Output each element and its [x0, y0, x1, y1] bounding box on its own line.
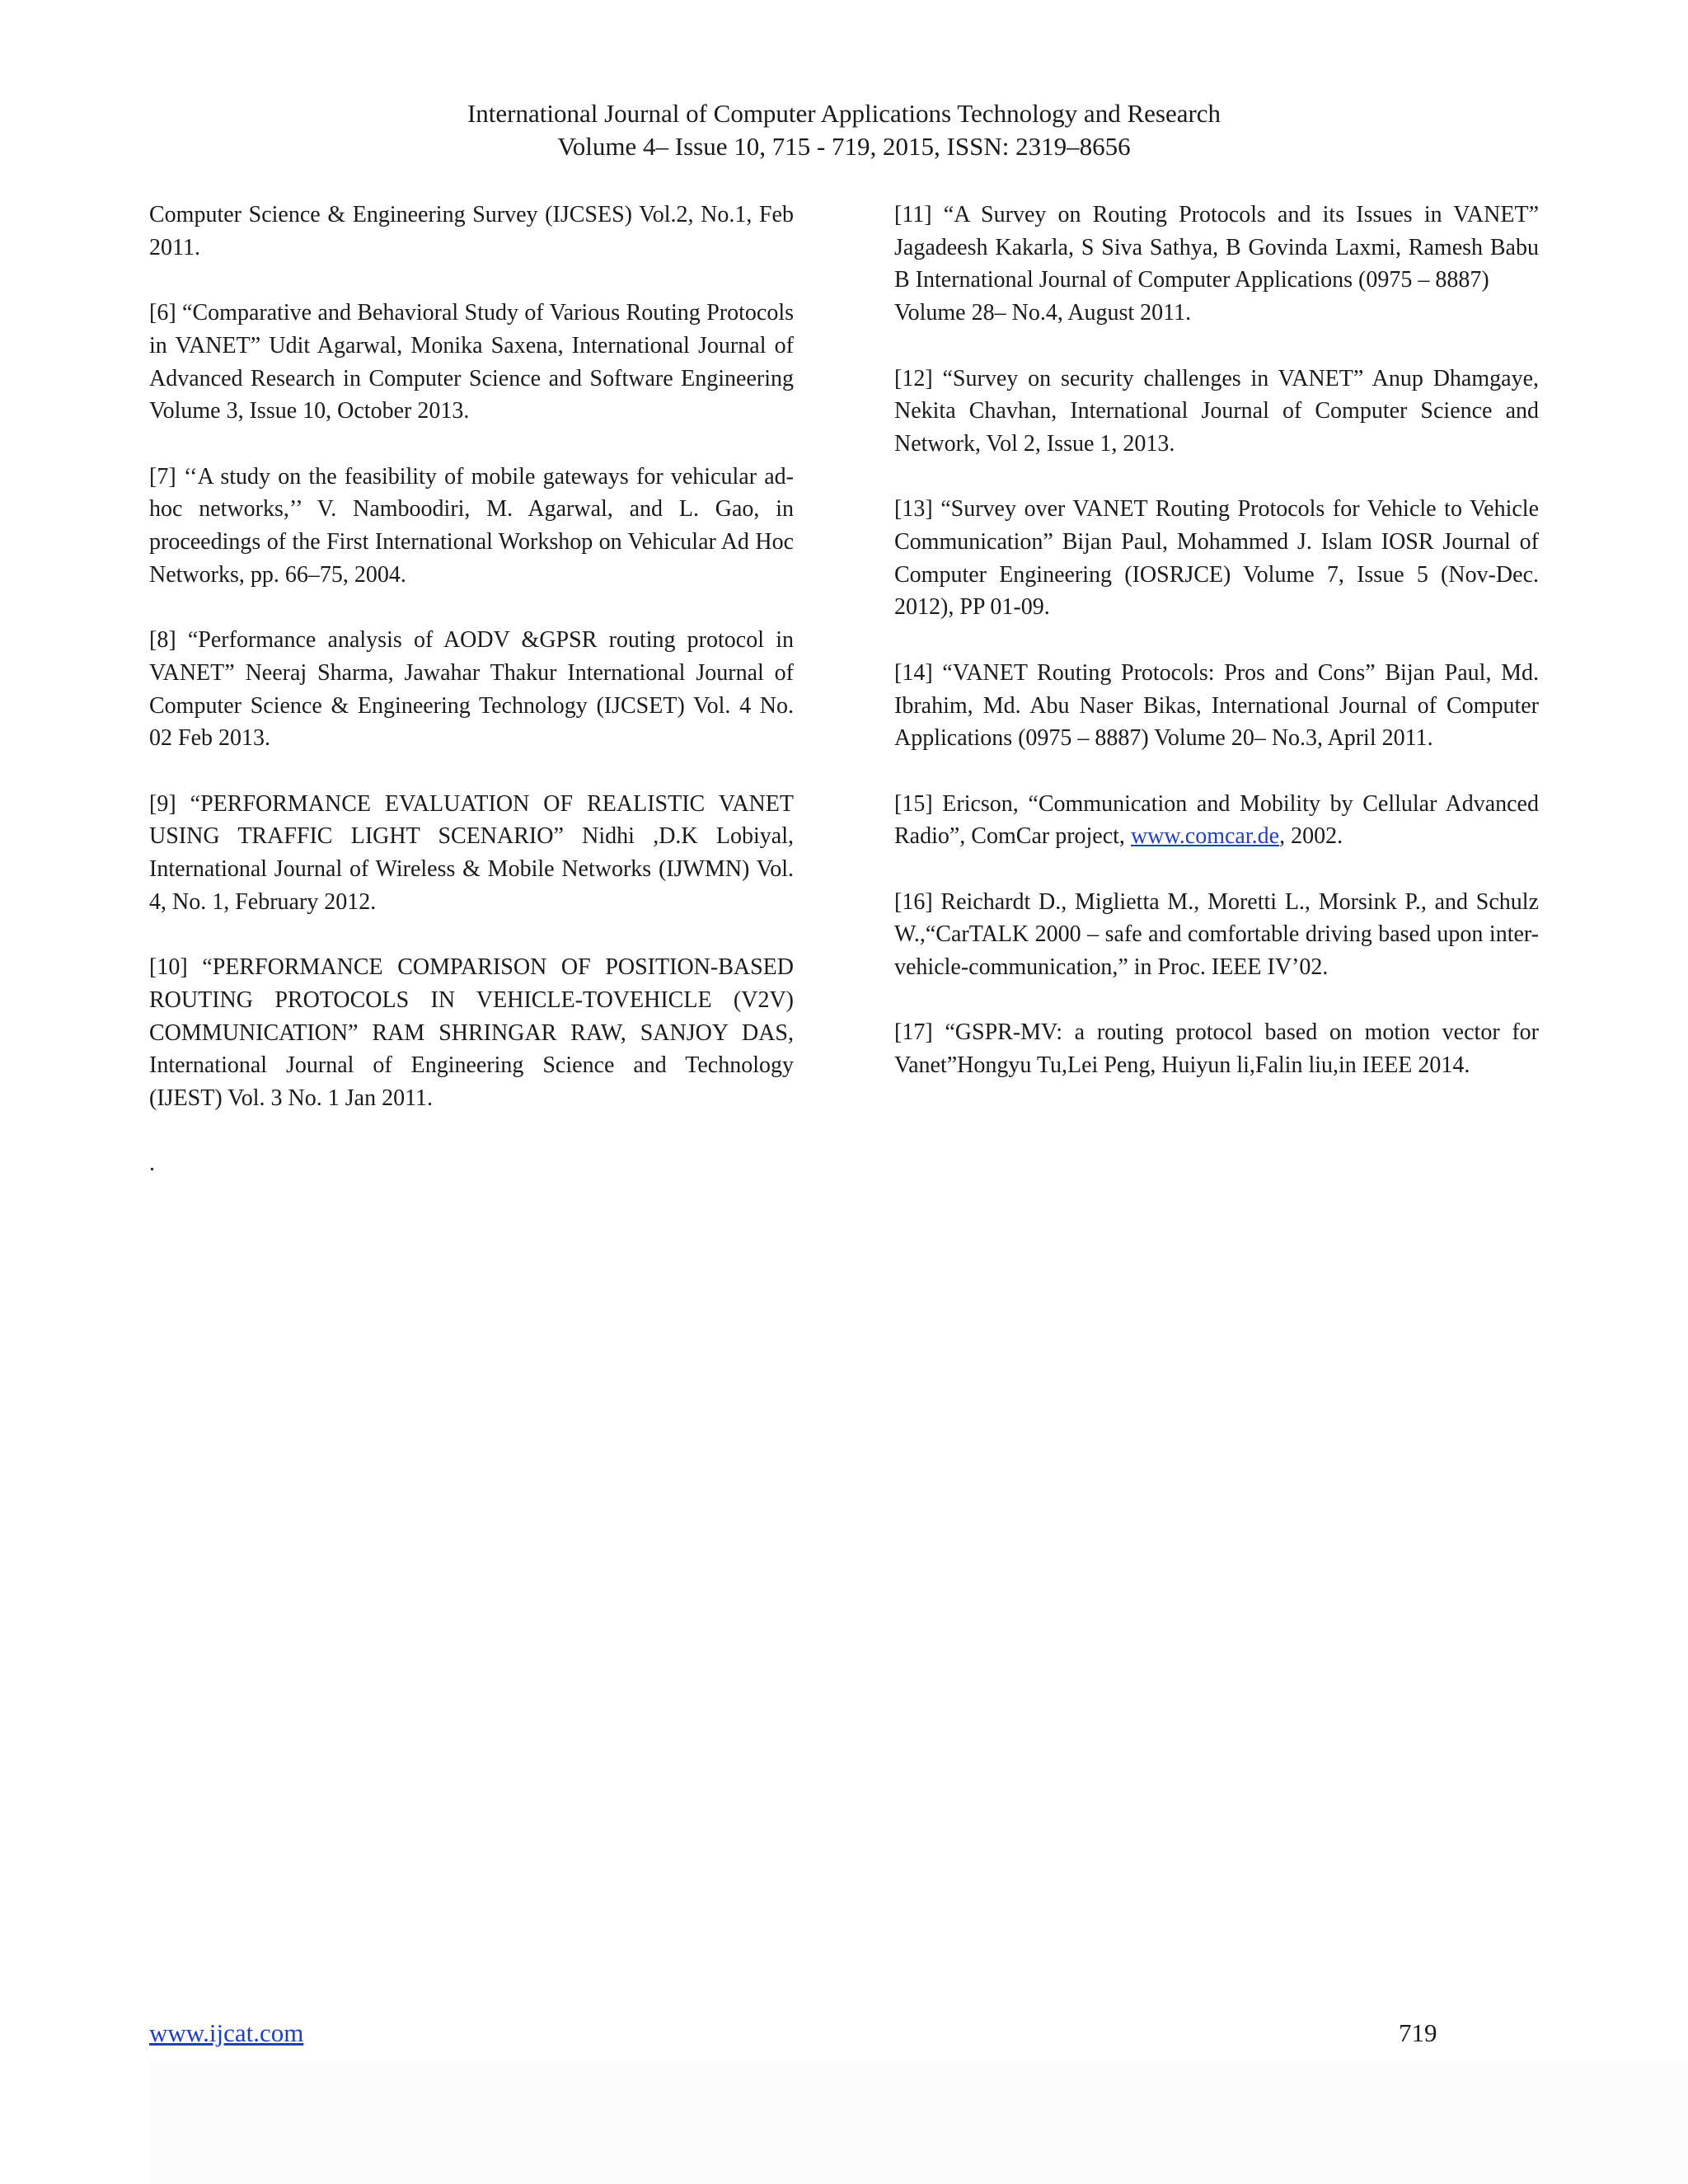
- reference-9: [9] “PERFORMANCE EVALUATION OF REALISTIC VANET USING TRAFFIC LIGHT SCENARIO” Nidhi ,D.K Lobiyal, International Journal of Wireless & Mobile Networks (IJWMN) Vol. 4, No. 1, February 2012.: [149, 790, 794, 915]
- reference-15-year: , 2002.: [1279, 823, 1343, 850]
- journal-volume-info: Volume 4– Issue 10, 715 - 719, 2015, ISSN: 2319–8656: [557, 132, 1131, 161]
- reference-17: [17] “GSPR-MV: a routing protocol based on motion vector for Vanet”Hongyu Tu,Lei Peng, Huiyun li,Falin liu,in IEEE 2014.: [894, 1019, 1539, 1079]
- reference-11-volume: Volume 28– No.4, August 2011.: [894, 300, 1192, 326]
- reference-7: [7] ‘‘A study on the feasibility of mobile gateways for vehicular ad-hoc networks,’’ V. Namboodiri, M. Agarwal, and L. Gao, in proceedings of the First International Workshop on Vehicular Ad Hoc Networks, pp. 66–75, 2004.: [149, 463, 794, 588]
- reference-continuation: Computer Science & Engineering Survey (IJCSES) Vol.2, No.1, Feb 2011.: [149, 202, 794, 260]
- reference-8: [8] “Performance analysis of AODV &GPSR routing protocol in VANET” Neeraj Sharma, Jawahar Thakur International Journal of Computer Science & Engineering Technology (IJCSET) Vol. 4 No. 02 Feb 2013.: [149, 627, 794, 752]
- reference-16: [16] Reichardt D., Miglietta M., Moretti L., Morsink P., and Schulz W.,“CarTALK 2000 – safe and comfortable driving based upon inter-vehicle-communication,” in Proc. IEEE IV’02.: [894, 888, 1539, 981]
- trailing-dot: .: [149, 1151, 155, 1177]
- left-column: [149, 199, 794, 1180]
- reference-14: [14] “VANET Routing Protocols: Pros and Cons” Bijan Paul, Md. Ibrahim, Md. Abu Naser Bikas, International Journal of Computer Applications (0975 – 8887) Volume 20– No.3, April 2011.: [894, 659, 1539, 752]
- reference-11-text: [11] “A Survey on Routing Protocols and its Issues in VANET” Jagadeesh Kakarla, S Siva Sathya, B Govinda Laxmi, Ramesh Babu B International Journal of Computer Applications (0975 – 8887): [894, 202, 1539, 293]
- journal-title: International Journal of Computer Applications Technology and Research: [467, 99, 1221, 128]
- page-number: 719: [1399, 2018, 1437, 2047]
- comcar-link[interactable]: www.comcar.de: [1130, 823, 1280, 850]
- footer-website-link[interactable]: www.ijcat.com: [149, 2018, 304, 2047]
- reference-13: [13] “Survey over VANET Routing Protocols for Vehicle to Vehicle Communication” Bijan Paul, Mohammed J. Islam IOSR Journal of Computer Engineering (IOSRJCE) Volume 7, Issue 5 (Nov-Dec. 2012), PP 01-09.: [894, 496, 1539, 621]
- reference-6: [6] “Comparative and Behavioral Study of Various Routing Protocols in VANET” Udit Agarwal, Monika Saxena, International Journal of Advanced Research in Computer Science and Software Engineering Volume 3, Issue 10, October 2013.: [149, 300, 794, 424]
- reference-12: [12] “Survey on security challenges in VANET” Anup Dhamgaye, Nekita Chavhan, International Journal of Computer Science and Network, Vol 2, Issue 1, 2013.: [894, 365, 1539, 457]
- reference-15-text: [15] Ericson, “Communication and Mobility by Cellular Advanced Radio”, ComCar project,: [894, 790, 1539, 850]
- reference-11: [894, 199, 1539, 330]
- right-column: [894, 199, 1539, 1115]
- journal-header: [0, 97, 1688, 163]
- reference-10: [10] “PERFORMANCE COMPARISON OF POSITION-BASED ROUTING PROTOCOLS IN VEHICLE-TOVEHICLE (V2V) COMMUNICATION” RAM SHRINGAR RAW, SANJOY DAS, International Journal of Engineering Science and Technology (IJEST) Vol. 3 No. 1 Jan 2011.: [149, 954, 794, 1111]
- reference-15: [894, 788, 1539, 853]
- page-bottom-shade: [149, 2060, 1688, 2184]
